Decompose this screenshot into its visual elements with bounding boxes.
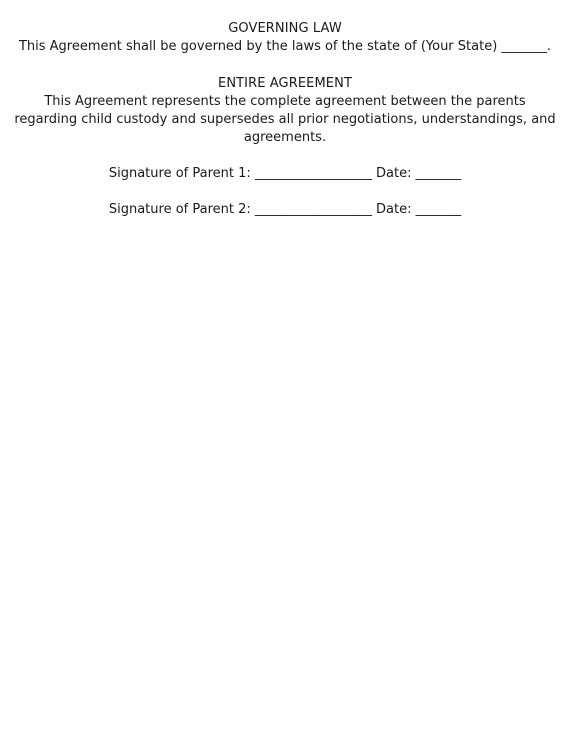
governing-law-text: This Agreement shall be governed by the laws of the state of (Your State) _______. bbox=[18, 39, 552, 54]
governing-law-section bbox=[14, 20, 556, 56]
signature-line-parent-2: Signature of Parent 2: __________________ Date: _______ bbox=[108, 202, 462, 217]
governing-law-heading: GOVERNING LAW bbox=[228, 21, 342, 36]
entire-agreement-text: This Agreement represents the complete agreement between the parents regarding child custody and supersedes all prior negotiations, understandings, and agreements. bbox=[14, 94, 556, 145]
entire-agreement-section bbox=[14, 75, 556, 147]
entire-agreement-heading: ENTIRE AGREEMENT bbox=[218, 76, 352, 91]
signature-line-parent-1: Signature of Parent 1: __________________ Date: _______ bbox=[108, 166, 462, 181]
